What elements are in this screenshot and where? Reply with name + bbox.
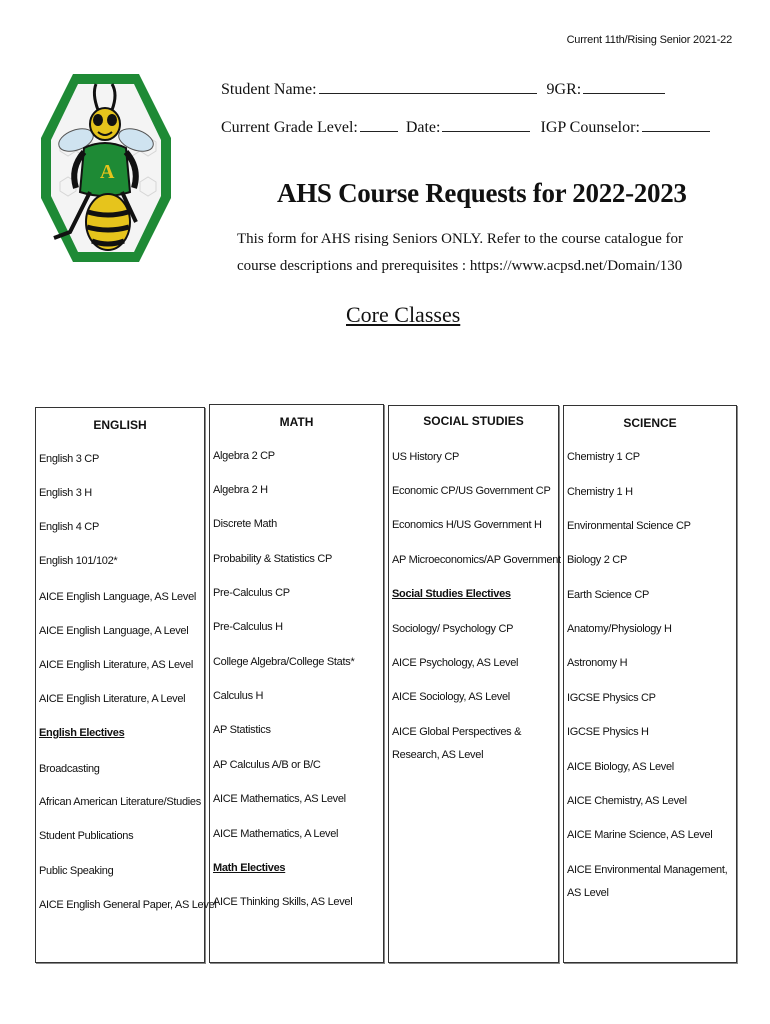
list-item: Algebra 2 H bbox=[213, 484, 268, 496]
page-title: AHS Course Requests for 2022-2023 bbox=[277, 178, 687, 208]
grade-level-field[interactable] bbox=[360, 116, 398, 132]
list-item: AICE Thinking Skills, AS Level bbox=[213, 896, 353, 908]
english-electives-heading: English Electives bbox=[39, 727, 125, 739]
math-electives-heading: Math Electives bbox=[213, 862, 286, 874]
list-item: AP Calculus A/B or B/C bbox=[213, 759, 321, 771]
list-item: English 3 CP bbox=[39, 453, 99, 465]
list-item: Calculus H bbox=[213, 690, 264, 702]
list-item: AICE Mathematics, A Level bbox=[213, 828, 339, 840]
form-row-grade bbox=[221, 116, 710, 137]
date-field[interactable] bbox=[442, 116, 530, 132]
list-item: Discrete Math bbox=[213, 518, 277, 530]
list-item: Probability & Statistics CP bbox=[213, 553, 333, 565]
list-item: IGCSE Physics CP bbox=[567, 692, 656, 704]
gr-label: 9GR: bbox=[546, 81, 582, 98]
list-item: IGCSE Physics H bbox=[567, 726, 649, 738]
list-item: Pre-Calculus CP bbox=[213, 587, 290, 599]
list-item: AICE Marine Science, AS Level bbox=[567, 829, 713, 841]
social-studies-heading: SOCIAL STUDIES bbox=[423, 414, 524, 428]
list-item: AICE Psychology, AS Level bbox=[392, 657, 519, 669]
core-classes-heading: Core Classes bbox=[346, 302, 461, 327]
math-column bbox=[209, 404, 384, 963]
science-heading: SCIENCE bbox=[623, 416, 677, 430]
social-studies-column bbox=[388, 405, 559, 963]
list-item: Algebra 2 CP bbox=[213, 450, 275, 462]
list-item: Sociology/ Psychology CP bbox=[392, 623, 514, 635]
list-item: AICE Chemistry, AS Level bbox=[567, 795, 687, 807]
list-item: AICE Biology, AS Level bbox=[567, 761, 674, 773]
logo-letter: A bbox=[100, 161, 115, 183]
form-row-name bbox=[221, 78, 665, 99]
list-item: AICE English General Paper, AS Level bbox=[39, 899, 217, 911]
list-item: Student Publications bbox=[39, 830, 134, 842]
igp-counselor-field[interactable] bbox=[642, 116, 710, 132]
list-item: AICE Mathematics, AS Level bbox=[213, 793, 346, 805]
list-item: AICE Global Perspectives & Research, AS Level bbox=[392, 726, 522, 761]
list-item: Economics H/US Government H bbox=[392, 519, 542, 531]
list-item: US History CP bbox=[392, 451, 459, 463]
header-note: Current 11th/Rising Senior 2021-22 bbox=[566, 34, 732, 46]
list-item: English 3 H bbox=[39, 487, 92, 499]
list-item: AICE Environmental Management, AS Level bbox=[567, 864, 728, 899]
list-item: AICE English Language, AS Level bbox=[39, 591, 197, 603]
list-item: AICE Sociology, AS Level bbox=[392, 691, 510, 703]
date-label: Date: bbox=[405, 119, 441, 136]
list-item: English 4 CP bbox=[39, 521, 99, 533]
list-item: AP Microeconomics/AP Government bbox=[392, 554, 561, 566]
list-item: English 101/102* bbox=[39, 555, 118, 567]
list-item: AICE English Literature, A Level bbox=[39, 693, 186, 705]
list-item: Chemistry 1 H bbox=[567, 486, 633, 498]
hornet-mascot-logo bbox=[40, 72, 172, 264]
igp-counselor-label: IGP Counselor: bbox=[540, 119, 640, 136]
english-heading: ENGLISH bbox=[93, 418, 147, 432]
gr-field[interactable] bbox=[583, 78, 665, 94]
social-studies-electives-heading: Social Studies Electives bbox=[392, 588, 511, 600]
list-item: Astronomy H bbox=[567, 657, 628, 669]
list-item: Biology 2 CP bbox=[567, 554, 627, 566]
list-item: Broadcasting bbox=[39, 763, 100, 775]
list-item: College Algebra/College Stats* bbox=[213, 656, 355, 668]
list-item: African American Literature/Studies bbox=[39, 796, 201, 808]
list-item: Economic CP/US Government CP bbox=[392, 485, 551, 497]
intro-text: This form for AHS rising Seniors ONLY. Refer to the course catalogue for course descriptions and prerequisites : https://www.acpsd.net/Domain/130 bbox=[237, 231, 684, 274]
list-item: Earth Science CP bbox=[567, 589, 650, 601]
list-item: Chemistry 1 CP bbox=[567, 451, 640, 463]
science-column bbox=[563, 405, 737, 963]
list-item: Environmental Science CP bbox=[567, 520, 691, 532]
list-item: Pre-Calculus H bbox=[213, 621, 283, 633]
math-heading: MATH bbox=[279, 415, 314, 429]
list-item: AP Statistics bbox=[213, 724, 271, 736]
list-item: Anatomy/Physiology H bbox=[567, 623, 672, 635]
student-name-label: Student Name: bbox=[221, 81, 317, 98]
english-column bbox=[35, 407, 217, 963]
list-item: AICE English Literature, AS Level bbox=[39, 659, 193, 671]
hornet-logo-icon bbox=[40, 72, 172, 264]
list-item: AICE English Language, A Level bbox=[39, 625, 189, 637]
list-item: Public Speaking bbox=[39, 865, 114, 877]
grade-level-label: Current Grade Level: bbox=[221, 119, 358, 136]
student-name-field[interactable] bbox=[319, 78, 537, 94]
